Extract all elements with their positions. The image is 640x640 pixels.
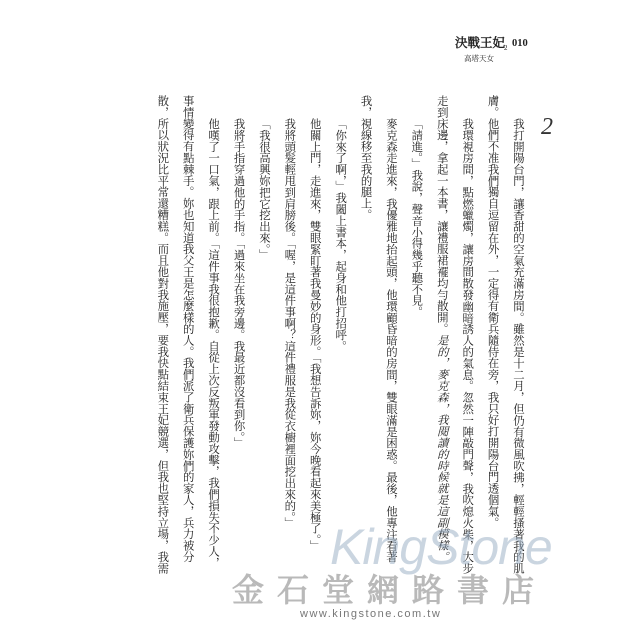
- watermark-store-name: 金石堂網路書店: [232, 571, 548, 609]
- body-text: [150, 95, 531, 585]
- running-header-title: 決戰王妃: [455, 35, 506, 50]
- text-column-10: 我將頭髮輕甩到肩膀後。「喔，是這件事啊？這件禮服是我從衣櫥裡面挖出來的。」: [283, 117, 298, 529]
- text-column-3: 我環視房間，點燃蠟燭，讓房間散發幽暗誘人的氣息。忽然一陣敲門聲，我吹熄火柴，大步: [461, 117, 476, 574]
- watermark-url: www.kingstone.com.tw: [300, 608, 442, 620]
- running-header-volume: 2: [504, 44, 508, 52]
- text-column-7: 我，視線移至我的腿上。: [359, 95, 374, 221]
- watermark-brand: KingStone: [330, 519, 552, 575]
- text-column-12: 我將手指穿過他的手指。「過來坐在我旁邊。我最近都沒看到你。」: [232, 117, 247, 449]
- text-column-5: 「請進。」我說，聲音小得幾乎聽不見。: [410, 117, 425, 318]
- text-column-4: [429, 95, 454, 585]
- chapter-number: 2: [541, 114, 553, 140]
- running-header-subtitle: 高塔天女: [464, 54, 494, 63]
- page-number: 010: [512, 38, 528, 49]
- text-column-14: 事情變得有點棘手。妳也知道我父王是怎麼樣的人。我們派了衛兵保護妳們的家人，兵力被分: [181, 95, 196, 563]
- emphasized-thought: 是的，麥克森，我閱讀的時候就是這副模樣。: [435, 334, 450, 563]
- text-column-11: 「我很高興妳把它挖出來。」: [257, 117, 272, 261]
- text-column-15: 散，所以狀況比平常還糟糕。而且他對我施壓，要我快點結束王妃競選，但我也堅持立場，我需: [156, 95, 171, 574]
- text-column-1: 我打開陽台門，讓香甜的空氣充滿房間。雖然是十二月，但仍有微風吹拂，輕輕搔著我的肌: [512, 117, 526, 574]
- text-column-8: 「你來了啊，」我闔上書本，起身和他打招呼。: [334, 117, 349, 352]
- text-column-2: 膚。他們不准我們獨自逗留在外，一定得有衛兵隨侍在旁，我只好打開陽台門透個氣。: [486, 95, 501, 529]
- text-column-6: 麥克森走進來，我優雅地抬起頭，他環顧昏暗的房間，雙眼滿是困惑。最後，他專注看著: [384, 117, 399, 563]
- text-column-9: 他關上門，走進來，雙眼緊盯著我曼妙的身形。「我想告訴妳，妳今晚看起來美極了。」: [308, 117, 323, 551]
- text-column-4-plain: 走到床邊，拿起一本書，讓禮服裙襬均勻散開。: [435, 95, 450, 335]
- text-column-13: 他嘆了一口氣，跟上前。「這件事我很抱歉。自從上次反叛軍發動攻擊，我們損失不少人，: [207, 117, 222, 569]
